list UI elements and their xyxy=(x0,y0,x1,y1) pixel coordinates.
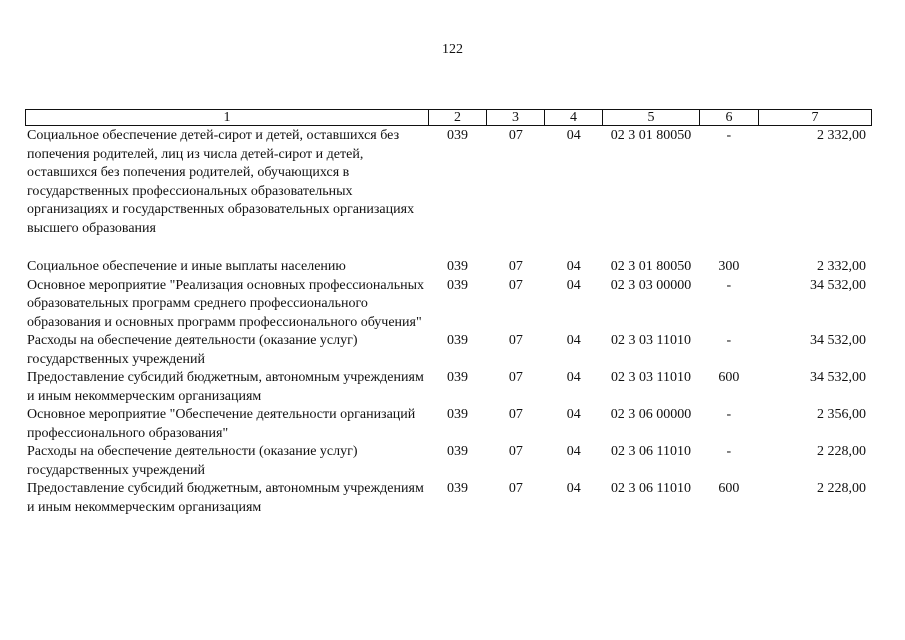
row-ministry: 039 xyxy=(446,481,468,496)
row-section: 07 xyxy=(508,407,523,422)
row-subsection: 04 xyxy=(566,481,581,496)
row-type: - xyxy=(726,444,732,459)
header-col-4: 4 xyxy=(545,110,603,125)
header-col-2: 2 xyxy=(429,110,487,125)
header-col-7: 7 xyxy=(811,110,819,125)
table-row xyxy=(27,480,872,517)
table-row xyxy=(27,443,872,480)
row-type: - xyxy=(726,407,732,422)
row-amount: 2 332,00 xyxy=(816,128,866,143)
row-name: Основное мероприятие "Обеспечение деятельности организаций профессионального образования" xyxy=(27,407,416,441)
table-body xyxy=(27,127,872,517)
row-amount: 34 532,00 xyxy=(809,333,866,348)
row-section: 07 xyxy=(508,277,523,293)
table-row xyxy=(27,406,872,443)
row-type: 600 xyxy=(718,370,740,385)
row-gap xyxy=(27,238,872,258)
table-row xyxy=(27,277,872,333)
row-amount: 34 532,00 xyxy=(809,370,866,385)
row-target: 02 3 03 00000 xyxy=(610,277,692,293)
row-subsection: 04 xyxy=(566,407,581,422)
header-col-5: 5 xyxy=(603,110,700,125)
row-amount: 2 356,00 xyxy=(816,407,866,422)
row-ministry: 039 xyxy=(446,277,468,293)
row-type: 300 xyxy=(718,259,740,274)
row-target: 02 3 01 80050 xyxy=(610,259,692,274)
table-row xyxy=(27,369,872,406)
row-amount: 2 228,00 xyxy=(816,481,866,496)
row-ministry: 039 xyxy=(446,370,468,385)
row-name: Основное мероприятие "Реализация основных профессиональных образовательных программ среднего профессионального образования и основных программ профессионального обучения" xyxy=(27,277,425,330)
table-row xyxy=(27,258,872,277)
table-row xyxy=(27,127,872,238)
row-ministry: 039 xyxy=(446,128,468,143)
row-ministry: 039 xyxy=(446,444,468,459)
row-amount: 34 532,00 xyxy=(809,277,866,293)
row-target: 02 3 03 11010 xyxy=(611,370,691,385)
row-ministry: 039 xyxy=(446,407,468,422)
row-type: - xyxy=(726,277,732,293)
row-section: 07 xyxy=(508,370,523,385)
page-number: 122 xyxy=(442,42,463,57)
row-section: 07 xyxy=(508,444,523,459)
row-name: Социальное обеспечение и иные выплаты населению xyxy=(27,259,346,274)
row-section: 07 xyxy=(508,259,523,274)
row-ministry: 039 xyxy=(446,259,468,274)
row-type: - xyxy=(726,128,732,143)
row-subsection: 04 xyxy=(566,259,581,274)
row-type: - xyxy=(726,333,732,348)
row-subsection: 04 xyxy=(566,128,581,143)
header-col-1: 1 xyxy=(26,110,429,125)
table-row xyxy=(27,332,872,369)
table-header xyxy=(25,109,872,126)
row-name: Предоставление субсидий бюджетным, автономным учреждениям и иным некоммерческим организациям xyxy=(27,370,424,404)
row-ministry: 039 xyxy=(446,333,468,348)
row-section: 07 xyxy=(508,333,523,348)
header-col-6: 6 xyxy=(700,110,759,125)
row-subsection: 04 xyxy=(566,333,581,348)
row-name: Предоставление субсидий бюджетным, автономным учреждениям и иным некоммерческим организациям xyxy=(27,481,424,515)
row-target: 02 3 06 00000 xyxy=(610,407,692,422)
header-col-3: 3 xyxy=(487,110,545,125)
row-subsection: 04 xyxy=(566,370,581,385)
row-subsection: 04 xyxy=(566,444,581,459)
row-target: 02 3 06 11010 xyxy=(611,444,691,459)
row-section: 07 xyxy=(508,128,523,143)
row-name: Расходы на обеспечение деятельности (оказание услуг) государственных учреждений xyxy=(27,444,358,478)
row-name: Социальное обеспечение детей-сирот и детей, оставшихся без попечения родителей, лиц из числа детей-сирот и детей, оставшихся без попечения родителей, обучающихся в государственных профессиональных образовательных организациях и государственных образовательных организациях высшего образования xyxy=(27,128,415,236)
row-target: 02 3 06 11010 xyxy=(611,481,691,496)
row-target: 02 3 01 80050 xyxy=(610,128,692,143)
row-section: 07 xyxy=(508,481,523,496)
row-subsection: 04 xyxy=(566,277,581,293)
row-amount: 2 332,00 xyxy=(816,259,866,274)
row-amount: 2 228,00 xyxy=(816,444,866,459)
row-type: 600 xyxy=(718,481,740,496)
row-target: 02 3 03 11010 xyxy=(611,333,691,348)
row-name: Расходы на обеспечение деятельности (оказание услуг) государственных учреждений xyxy=(27,333,358,367)
